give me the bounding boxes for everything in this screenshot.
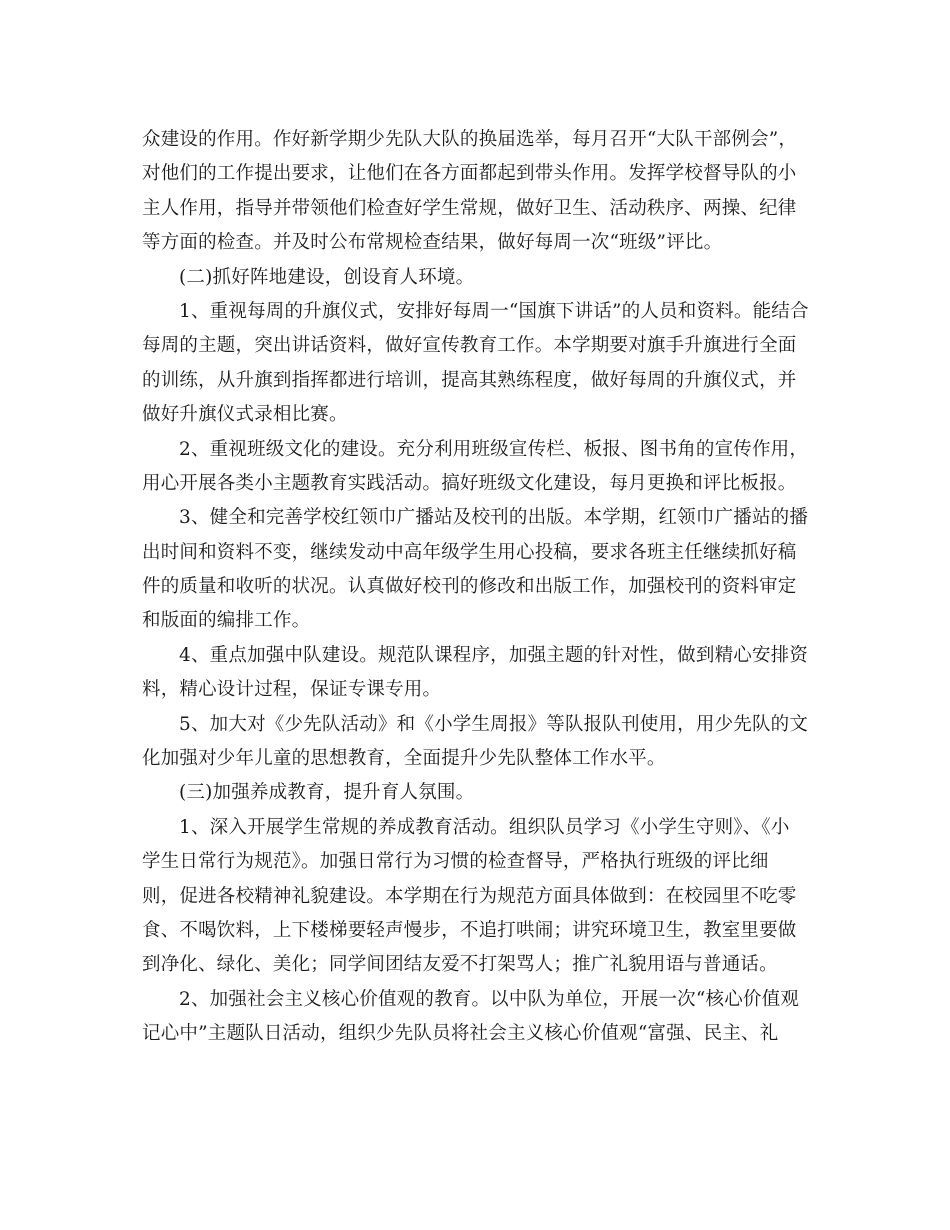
text-line: 等方面的检查。并及时公布常规检查结果，做好每周一次“班级”评比。 — [142, 232, 723, 254]
text-line: 食、不喝饮料，上下楼梯要轻声慢步，不追打哄闹；讲究环境卫生，教室里要做 — [142, 919, 797, 941]
text-line: (三)加强养成教育，提升育人氛围。 — [179, 782, 475, 804]
text-line: 众建设的作用。作好新学期少先队大队的换届选举，每月召开“大队干部例会”， — [142, 129, 798, 150]
body-text — [142, 123, 809, 1052]
text-line: 件的质量和收听的状况。认真做好校刊的修改和出版工作，加强校刊的资料审定 — [142, 576, 797, 598]
text-line: 用心开展各类小主题教育实践活动。搞好班级文化建设，每月更换和评比板报。 — [142, 472, 797, 494]
text-line: 2、加强社会主义核心价值观的教育。以中队为单位，开展一次“核心价值观 — [179, 988, 800, 1010]
text-line: 出时间和资料不变，继续发动中高年级学生用心投稿，要求各班主任继续抓好稿 — [142, 541, 797, 563]
text-line: 则，促进各校精神礼貌建设。本学期在行为规范方面具体做到：在校园里不吃零 — [142, 885, 797, 907]
text-line: 和版面的编排工作。 — [142, 610, 311, 632]
text-line: 对他们的工作提出要求，让他们在各方面都起到带头作用。发挥学校督导队的小 — [142, 163, 797, 185]
text-line: 5、加大对《少先队活动》和《小学生周报》等队报队刊使用，用少先队的文 — [179, 713, 809, 735]
text-line: 学生日常行为规范》。加强日常行为习惯的检查督导，严格执行班级的评比细 — [142, 851, 769, 873]
text-line: 化加强对少年儿童的思想教育，全面提升少先队整体工作水平。 — [142, 748, 666, 770]
text-line: 每周的主题，突出讲话资料，做好宣传教育工作。本学期要对旗手升旗进行全面 — [142, 335, 797, 357]
text-line: (二)抓好阵地建设，创设育人环境。 — [179, 266, 475, 288]
text-line: 的训练，从升旗到指挥都进行培训，提高其熟练程度，做好每周的升旗仪式，并 — [142, 369, 797, 391]
text-line: 记心中”主题队日活动，组织少先队员将社会主义核心价值观“富强、民主、礼 — [142, 1023, 779, 1045]
text-line: 1、重视每周的升旗仪式，安排好每周一“国旗下讲话”的人员和资料。能结合 — [179, 300, 809, 322]
text-line: 4、重点加强中队建设。规范队课程序，加强主题的针对性，做到精心安排资 — [179, 644, 809, 666]
text-line: 主人作用，指导并带领他们检查好学生常规，做好卫生、活动秩序、两操、纪律 — [142, 197, 797, 219]
text-line: 3、健全和完善学校红领巾广播站及校刊的出版。本学期，红领巾广播站的播 — [179, 507, 809, 529]
text-line: 到净化、绿化、美化；同学间团结友爱不打架骂人；推广礼貌用语与普通话。 — [142, 954, 778, 976]
text-line: 料，精心设计过程，保证专课专用。 — [142, 679, 442, 701]
text-line: 做好升旗仪式录相比赛。 — [142, 404, 348, 426]
text-line: 2、重视班级文化的建设。充分利用班级宣传栏、板报、图书角的宣传作用， — [179, 438, 809, 460]
text-line: 1、深入开展学生常规的养成教育活动。组织队员学习《小学生守则》、《小 — [179, 816, 790, 838]
